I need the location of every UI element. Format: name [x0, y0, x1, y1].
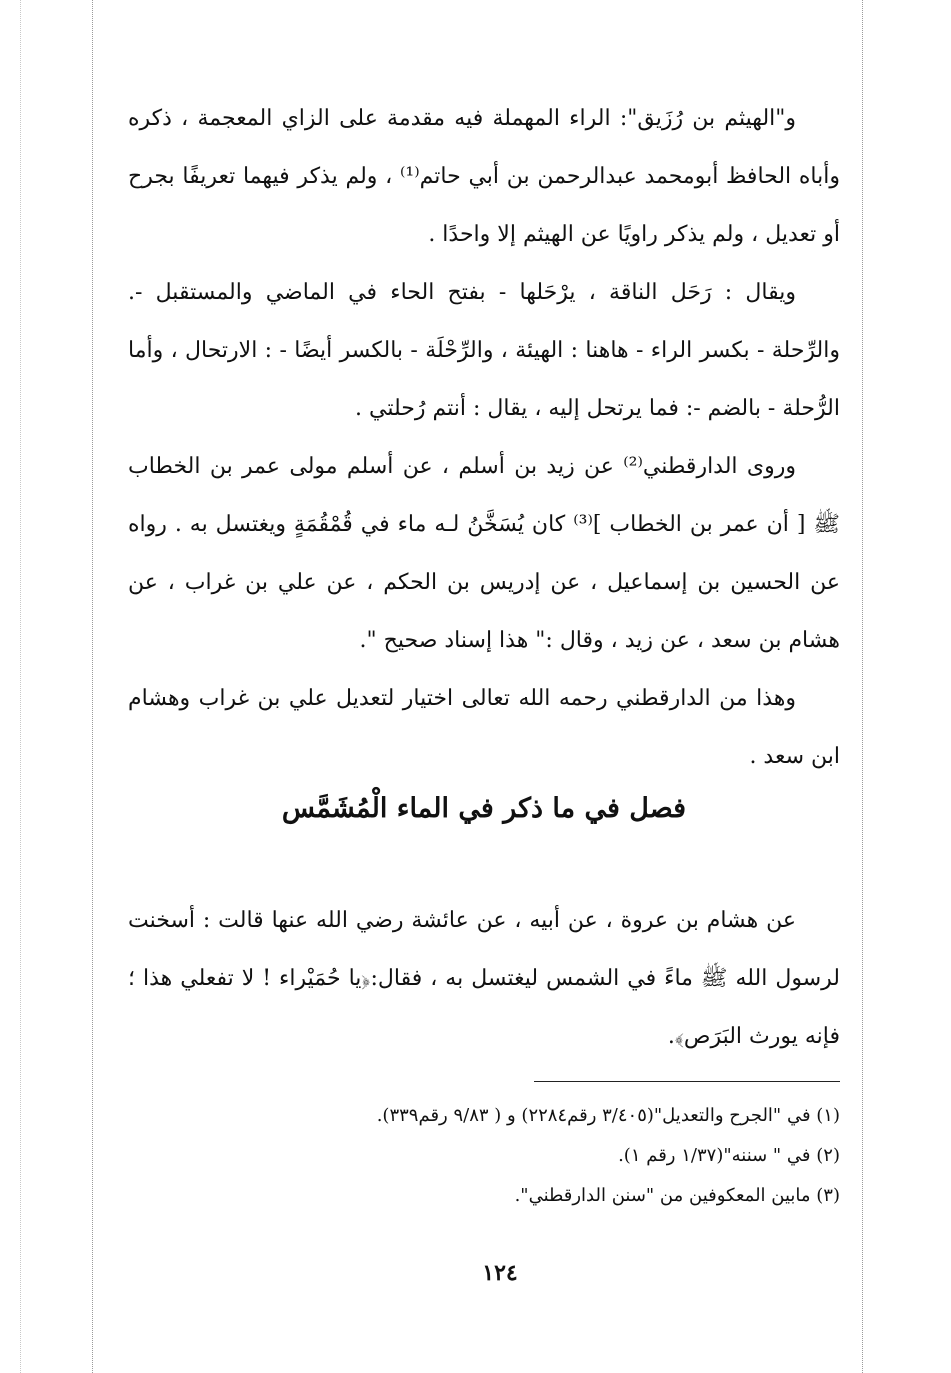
paragraph: وروى الدارقطني⁽²⁾ عن زيد بن أسلم ، عن أسلم مولى عمر بن الخطاب ﷺ [ أن عمر بن الخطاب ]⁽³⁾ كان يُسَخَّنُ لـه ماء في قُمْقُمَةٍ ويغتسل به . رواه عن الحسين بن إسماعيل ، عن إدريس بن الحكم ، عن علي بن غراب ، عن هشام بن سعد ، عن زيد ، وقال :" هذا إسناد صحيح ".	[128, 454, 840, 653]
footnote: (٣) مابين المعكوفين من "سنن الدارقطني".	[514, 1185, 840, 1206]
footnotes	[128, 1096, 840, 1216]
main-text	[128, 90, 840, 786]
section-heading: فصل في ما ذكر في الماء الْمُشَمَّس	[281, 793, 687, 824]
page-number: ١٢٤	[482, 1260, 518, 1286]
footnote: (٢) في " سننه"(١/٣٧ رقم ١).	[618, 1145, 840, 1166]
footnote: (١) في "الجرح والتعديل"(٣/٤٠٥ رقم٢٢٨٤) و ( ٩/٨٣ رقم٣٣٩).	[376, 1105, 840, 1126]
footnote-divider	[534, 1081, 840, 1082]
paragraph: ويقال : رَحَل الناقة ، يرْحَلها - بفتح الحاء في الماضي والمستقبل -. والرِّحلة - بكسر الراء - هاهنا : الهيئة ، والرِّحْلَة - بالكسر أيضًا - : الارتحال ، وأما الرُّحلة - بالضم -: فما يرتحل إليه ، يقال : أنتم رُحلتي .	[128, 280, 840, 421]
scan-edge-line	[862, 0, 863, 1373]
scan-edge-line	[92, 0, 93, 1373]
paragraph: و"الهيثم بن رُزَيق": الراء المهملة فيه مقدمة على الزاي المعجمة ، ذكره وأباه الحافظ أبومحمد عبدالرحمن بن أبي حاتم⁽¹⁾ ، ولم يذكر فيهما تعريفًا بجرح أو تعديل ، ولم يذكر راويًا عن الهيثم إلا واحدًا .	[128, 106, 840, 247]
paragraph: عن هشام بن عروة ، عن أبيه ، عن عائشة رضي الله عنها قالت : أسخنت لرسول الله ﷺ ماءً في الشمس ليغتسل به ، فقال:﴿يا حُمَيْراء ! لا تفعلي هذا ؛ فإنه يورث البَرَص﴾.	[128, 908, 840, 1049]
section-text	[128, 892, 840, 1066]
scan-edge-line	[20, 0, 21, 1373]
paragraph: وهذا من الدارقطني رحمه الله تعالى اختيار لتعديل علي بن غراب وهشام ابن سعد .	[128, 686, 840, 769]
